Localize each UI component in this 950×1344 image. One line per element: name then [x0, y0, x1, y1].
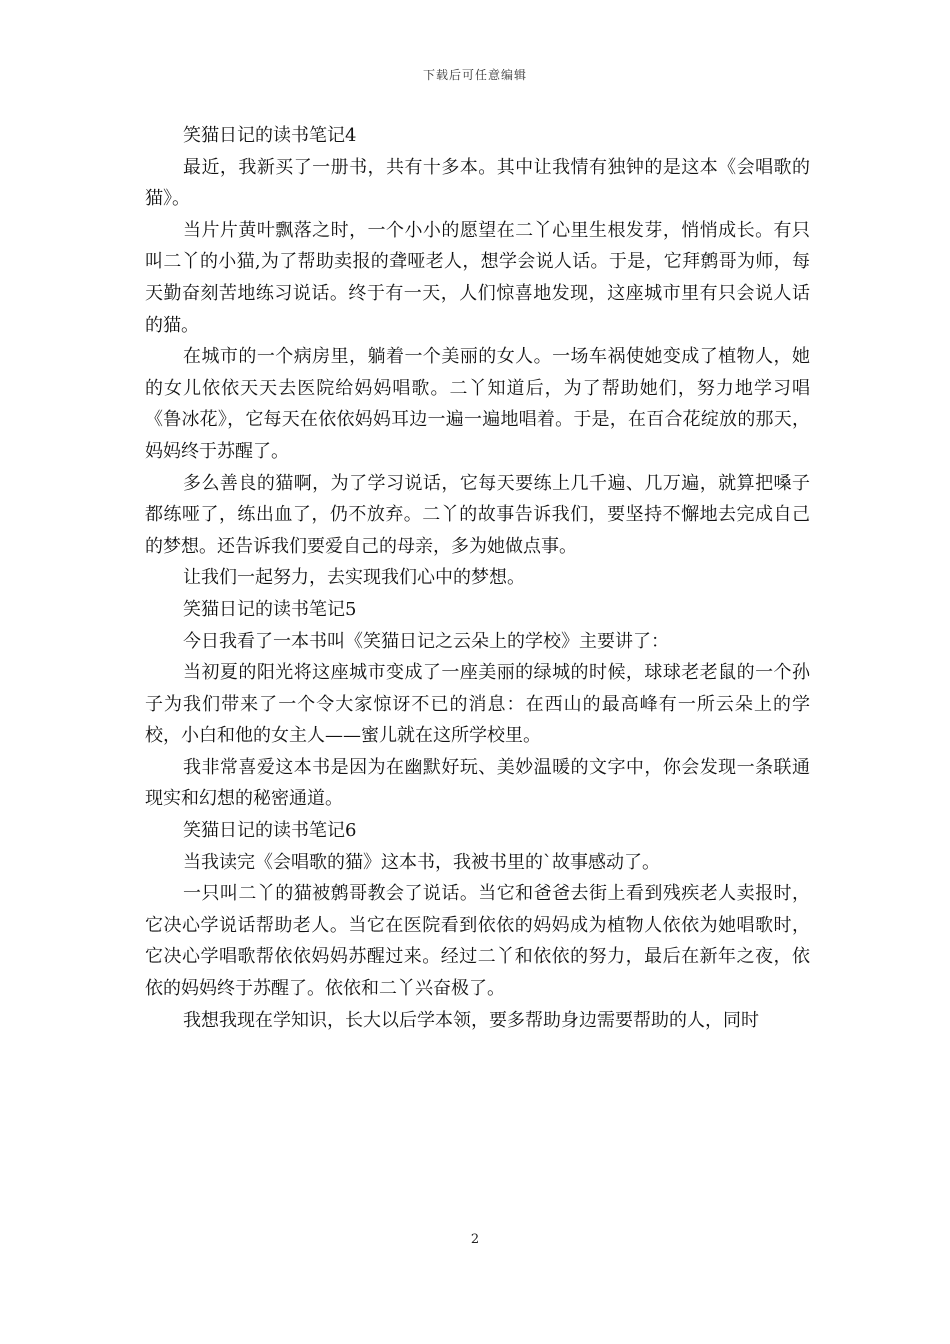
paragraph: 今日我看了一本书叫《笑猫日记之云朵上的学校》主要讲了： [183, 630, 669, 652]
paragraph: 一只叫二丫的猫被鹩哥教会了说话。当它和爸爸去街上看到残疾老人卖报时，它决心学说话帮助老人。当它在医院看到依依的妈妈成为植物人依依为她唱歌时，它决心学唱歌帮依依妈妈苏醒过来。经过二丫和依依的努力，最后在新年之夜，依依的妈妈终于苏醒了。依依和二丫兴奋极了。 [145, 883, 810, 1000]
page-header: 下载后可任意编辑 [422, 68, 527, 82]
paragraph: 当初夏的阳光将这座城市变成了一座美丽的绿城的时候，球球老老鼠的一个孙子为我们带来了一个令大家惊讶不已的消息：在西山的最高峰有一所云朵上的学校，小白和他的女主人——蜜儿就在这所学校里。 [145, 662, 810, 747]
paragraph: 我想我现在学知识，长大以后学本领，要多帮助身边需要帮助的人，同时 [183, 1009, 759, 1031]
section-heading: 笑猫日记的读书笔记4 [183, 125, 357, 146]
paragraph: 最近，我新买了一册书，共有十多本。其中让我情有独钟的是这本《会唱歌的猫》。 [145, 156, 810, 210]
paragraph: 在城市的一个病房里，躺着一个美丽的女人。一场车祸使她变成了植物人，她的女儿依依天天去医院给妈妈唱歌。二丫知道后，为了帮助她们，努力地学习唱《鲁冰花》，它每天在依依妈妈耳边一遍一遍地唱着。于是，在百合花绽放的那天，妈妈终于苏醒了。 [145, 346, 810, 462]
section-heading: 笑猫日记的读书笔记6 [183, 820, 357, 842]
section-heading: 笑猫日记的读书笔记5 [183, 598, 357, 620]
paragraph: 当我读完《会唱歌的猫》这本书，我被书里的`故事感动了。 [183, 851, 660, 873]
paragraph: 多么善良的猫啊，为了学习说话，它每天要练上几千遍、几万遍，就算把嗓子都练哑了，练出血了，仍不放弃。二丫的故事告诉我们，要坚持不懈地去完成自己的梦想。还告诉我们要爱自己的母亲，多为她做点事。 [145, 472, 810, 557]
paragraph: 当片片黄叶飘落之时，一个小小的愿望在二丫心里生根发芽，悄悄成长。有只叫二丫的小猫,为了帮助卖报的聋哑老人，想学会说人话。于是，它拜鹩哥为师，每天勤奋刻苦地练习说话。终于有一天，人们惊喜地发现，这座城市里有只会说人话的猫。 [145, 219, 810, 336]
paragraph: 让我们一起努力，去实现我们心中的梦想。 [183, 567, 525, 589]
document-body [145, 120, 810, 1036]
page-number: 2 [470, 1232, 480, 1247]
paragraph: 我非常喜爱这本书是因为在幽默好玩、美妙温暖的文字中，你会发现一条联通现实和幻想的秘密通道。 [145, 756, 810, 810]
